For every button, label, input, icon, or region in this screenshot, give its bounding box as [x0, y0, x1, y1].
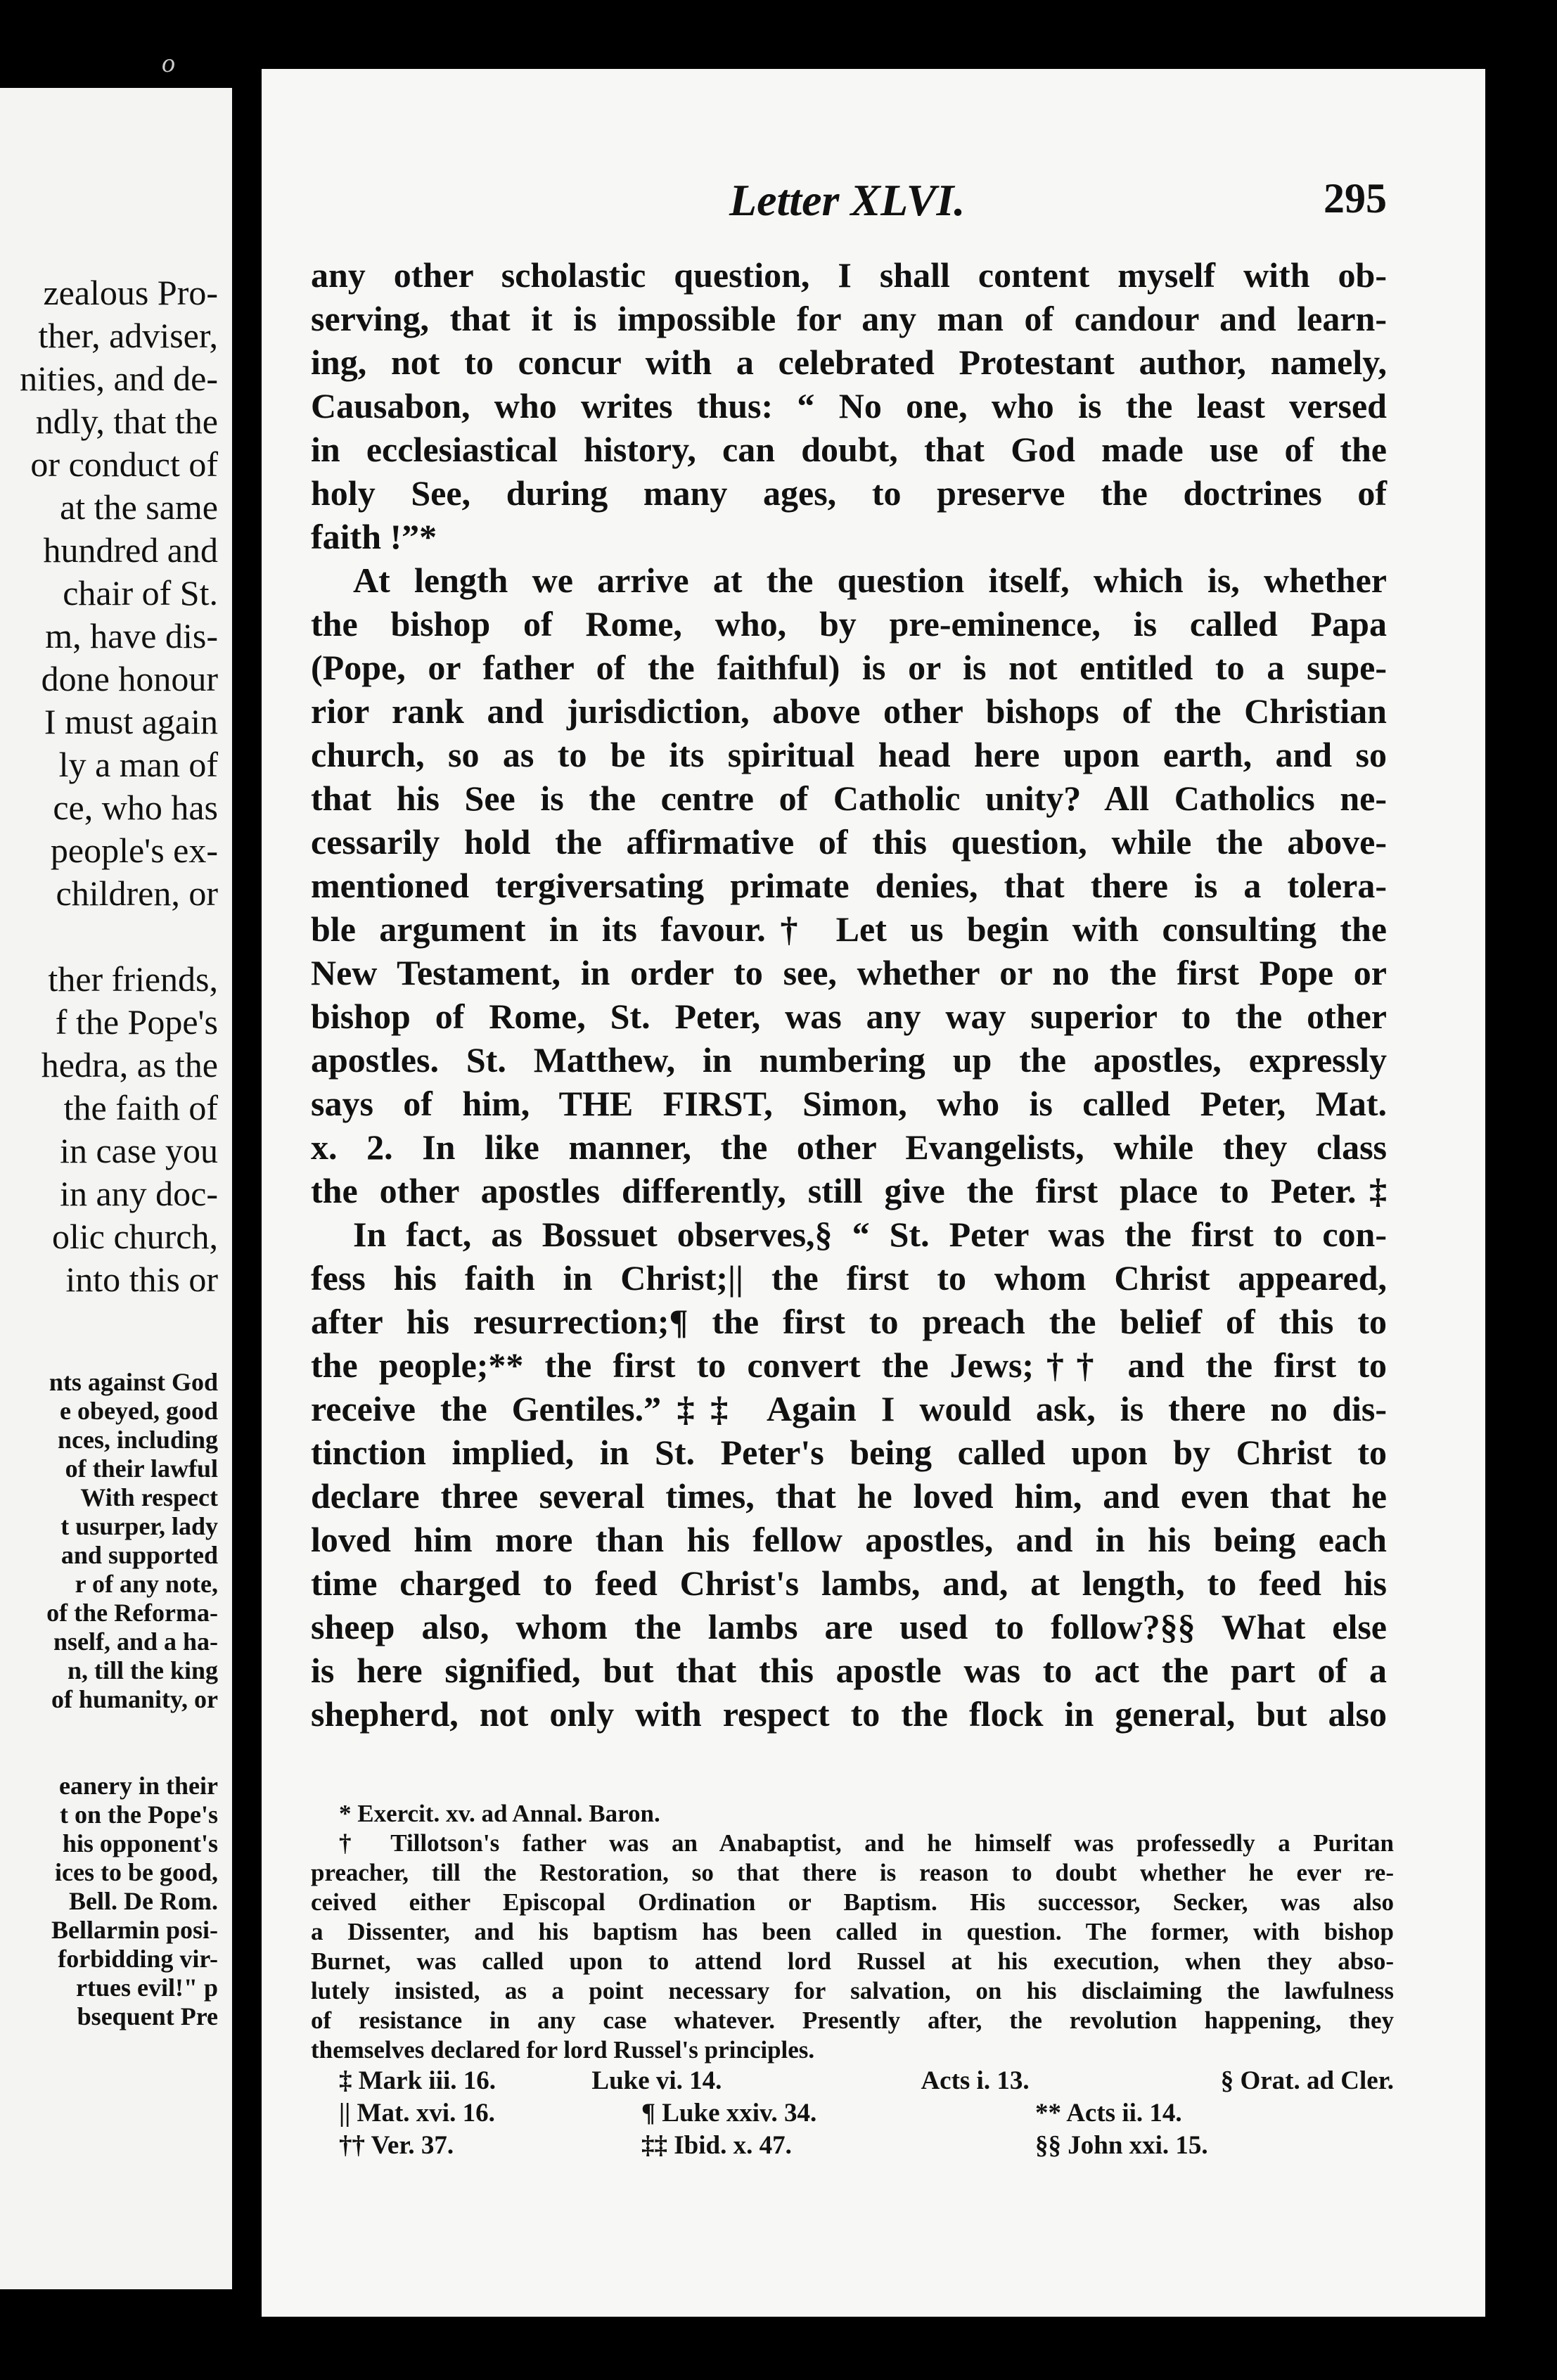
left-page-line: zealous Pro-: [43, 273, 218, 312]
left-page-note-line: nces, including: [57, 1426, 218, 1454]
body-line: New Testament, in order to see, whether or no the first Pope or: [311, 953, 1387, 992]
body-line: Causabon, who writes thus: “ No one, who is the least versed: [311, 386, 1387, 426]
body-line: mentioned tergiversating primate denies, that there is a tolera-: [311, 866, 1387, 905]
body-line: in ecclesiastical history, can doubt, that God made use of the: [311, 430, 1387, 469]
left-page-note-line: and supported: [60, 1541, 218, 1569]
body-line: In fact, as Bossuet observes,§ “ St. Peter was the first to con-: [353, 1215, 1387, 1254]
left-page-note-line: of their lawful: [65, 1454, 218, 1483]
footnote-ref: || Mat. xvi. 16.: [339, 2099, 495, 2128]
body-line: fess his faith in Christ;|| the first to whom Christ appeared,: [311, 1258, 1387, 1298]
left-page-note-line: r of any note,: [75, 1570, 218, 1598]
body-line: holy See, during many ages, to preserve the doctrines of: [311, 473, 1387, 513]
footnote-line: † Tillotson's father was an Anabaptist, and he himself was professedly a Puritan: [339, 1829, 1394, 1857]
left-page-line: nities, and de-: [20, 359, 218, 398]
body-line: after his resurrection;¶ the first to preach the belief of this to: [311, 1302, 1387, 1341]
left-page-line: olic church,: [51, 1217, 218, 1256]
left-page-note-line: nts against God: [49, 1368, 218, 1396]
left-page-line: m, have dis-: [45, 616, 218, 655]
left-page-line: ndly, that the: [35, 402, 218, 441]
footnote-ref: ‡‡ Ibid. x. 47.: [641, 2131, 792, 2160]
body-line: that his See is the centre of Catholic unity? All Catholics ne-: [311, 779, 1387, 818]
left-page-line: into this or: [65, 1260, 218, 1299]
left-page-line: or conduct of: [30, 444, 218, 484]
footnote-ref: †† Ver. 37.: [339, 2131, 454, 2160]
footnote-line: ceived either Episcopal Ordination or Baptism. His successor, Secker, was also: [311, 1888, 1394, 1916]
left-page-note-line: Bell. De Rom.: [69, 1887, 218, 1915]
left-page-note-line: bsequent Pre: [77, 2002, 218, 2030]
left-page-note-line: eanery in their: [59, 1772, 218, 1800]
footnote-ref: ** Acts ii. 14.: [1035, 2099, 1182, 2128]
footnote-ref-row: [311, 2097, 1394, 2130]
body-line: is here signified, but that this apostle was to act the part of a: [311, 1651, 1387, 1690]
running-title: Letter XLVI.: [729, 175, 966, 225]
body-text: [311, 253, 1387, 1736]
footnote-line: of resistance in any case whatever. Presently after, the revolution happening, they: [311, 2007, 1394, 2034]
left-page-line: the faith of: [63, 1088, 218, 1127]
left-page-note-line: nself, and a ha-: [53, 1627, 218, 1656]
footnote-line: * Exercit. xv. ad Annal. Baron.: [339, 1800, 660, 1827]
footnote-ref: Acts i. 13.: [921, 2066, 1030, 2095]
left-page-line: f the Pope's: [55, 1002, 218, 1042]
footnote-line: Burnet, was called upon to attend lord Russel at his execution, when they abso-: [311, 1947, 1394, 1975]
left-page-line: done honour: [41, 659, 218, 698]
left-page-line: in any doc-: [60, 1174, 218, 1213]
footnote-ref: ¶ Luke xxiv. 34.: [641, 2099, 817, 2128]
footnote-ref: Luke vi. 14.: [591, 2066, 722, 2095]
body-line: (Pope, or father of the faithful) is or is not entitled to a supe-: [311, 648, 1387, 687]
right-page: [262, 69, 1485, 2317]
body-line: sheep also, whom the lambs are used to follow?§§ What else: [311, 1607, 1387, 1646]
body-line: rior rank and jurisdiction, above other bishops of the Christian: [311, 691, 1387, 731]
body-line: any other scholastic question, I shall content myself with ob-: [311, 255, 1387, 295]
body-line: x. 2. In like manner, the other Evangelists, while they class: [311, 1127, 1387, 1167]
footnote-ref-row: [311, 2130, 1394, 2162]
footnote-line: lutely insisted, as a point necessary for salvation, on his disclaiming the lawfulness: [311, 1977, 1394, 2004]
left-page-note-line: of humanity, or: [51, 1685, 218, 1713]
body-line: the bishop of Rome, who, by pre-eminence, is called Papa: [311, 604, 1387, 644]
left-page-note-line: e obeyed, good: [60, 1397, 218, 1425]
body-line: bishop of Rome, St. Peter, was any way superior to the other: [311, 997, 1387, 1036]
footnote-ref: §§ John xxi. 15.: [1035, 2131, 1208, 2160]
left-page-line: ce, who has: [53, 788, 218, 827]
left-page-line: children, or: [56, 874, 218, 913]
body-line: shepherd, not only with respect to the flock in general, but also: [311, 1694, 1387, 1734]
left-page-note-line: n, till the king: [67, 1656, 218, 1684]
left-page-line: I must again: [44, 702, 218, 741]
left-page-line: at the same: [60, 487, 218, 527]
left-page-line: hedra, as the: [41, 1045, 218, 1085]
body-line: tinction implied, in St. Peter's being called upon by Christ to: [311, 1433, 1387, 1472]
left-page-note-line: ices to be good,: [55, 1858, 218, 1886]
body-line: serving, that it is impossible for any man of candour and learn-: [311, 299, 1387, 338]
footnote-ref: § Orat. ad Cler.: [1220, 2066, 1394, 2095]
body-line: At length we arrive at the question itself, which is, whether: [353, 561, 1387, 600]
body-line: the people;** the first to convert the Jews;†† and the first to: [311, 1345, 1387, 1385]
left-page-fragment: [0, 88, 232, 2289]
page-number: 295: [1324, 175, 1387, 222]
body-line: apostles. St. Matthew, in numbering up the apostles, expressly: [311, 1040, 1387, 1080]
left-page-note-line: of the Reforma-: [46, 1599, 218, 1627]
left-page-note-line: t on the Pope's: [60, 1800, 218, 1829]
body-line: ble argument in its favour.† Let us begin with consulting the: [311, 909, 1387, 949]
left-page-line: ther friends,: [48, 959, 218, 999]
footnote-line: a Dissenter, and his baptism has been called in question. The former, with bishop: [311, 1918, 1394, 1945]
body-line: church, so as to be its spiritual head here upon earth, and so: [311, 735, 1387, 774]
body-line: loved him more than his fellow apostles, and in his being each: [311, 1520, 1387, 1559]
left-page-line: ly a man of: [58, 745, 218, 784]
left-page-line: people's ex-: [50, 831, 218, 870]
left-page-note-line: his opponent's: [62, 1829, 218, 1857]
footnote-ref-row: [311, 2065, 1394, 2097]
footnote-line: preacher, till the Restoration, so that there is reason to doubt whether he ever re-: [311, 1859, 1394, 1886]
left-page-note-line: t usurper, lady: [60, 1512, 218, 1540]
left-page-line: in case you: [60, 1131, 218, 1170]
footnote-line: themselves declared for lord Russel's principles.: [311, 2036, 815, 2064]
footnote-ref: ‡ Mark iii. 16.: [339, 2066, 496, 2095]
corner-mark: o: [162, 49, 175, 78]
body-line: declare three several times, that he loved him, and even that he: [311, 1476, 1387, 1516]
body-line: cessarily hold the affirmative of this question, while the above-: [311, 822, 1387, 862]
left-page-note-line: forbidding vir-: [58, 1945, 218, 1973]
left-page-line: ther, adviser,: [38, 316, 218, 355]
left-page-line: chair of St.: [63, 573, 218, 613]
running-head: [262, 174, 1485, 231]
body-line: ing, not to concur with a celebrated Protestant author, namely,: [311, 343, 1387, 382]
body-line: says of him, THE FIRST, Simon, who is called Peter, Mat.: [311, 1084, 1387, 1123]
footnotes: [311, 1799, 1394, 2162]
body-line: faith !”*: [311, 517, 437, 556]
left-page-note-line: Bellarmin posi-: [51, 1916, 218, 1944]
body-line: receive the Gentiles.”‡‡ Again I would ask, is there no dis-: [311, 1389, 1387, 1428]
body-line: time charged to feed Christ's lambs, and, at length, to feed his: [311, 1563, 1387, 1603]
body-line: the other apostles differently, still give the first place to Peter.‡: [311, 1171, 1387, 1210]
left-page-note-line: With respect: [80, 1483, 218, 1511]
left-page-note-line: rtues evil!" p: [76, 1973, 218, 2002]
left-page-line: hundred and: [43, 530, 218, 570]
